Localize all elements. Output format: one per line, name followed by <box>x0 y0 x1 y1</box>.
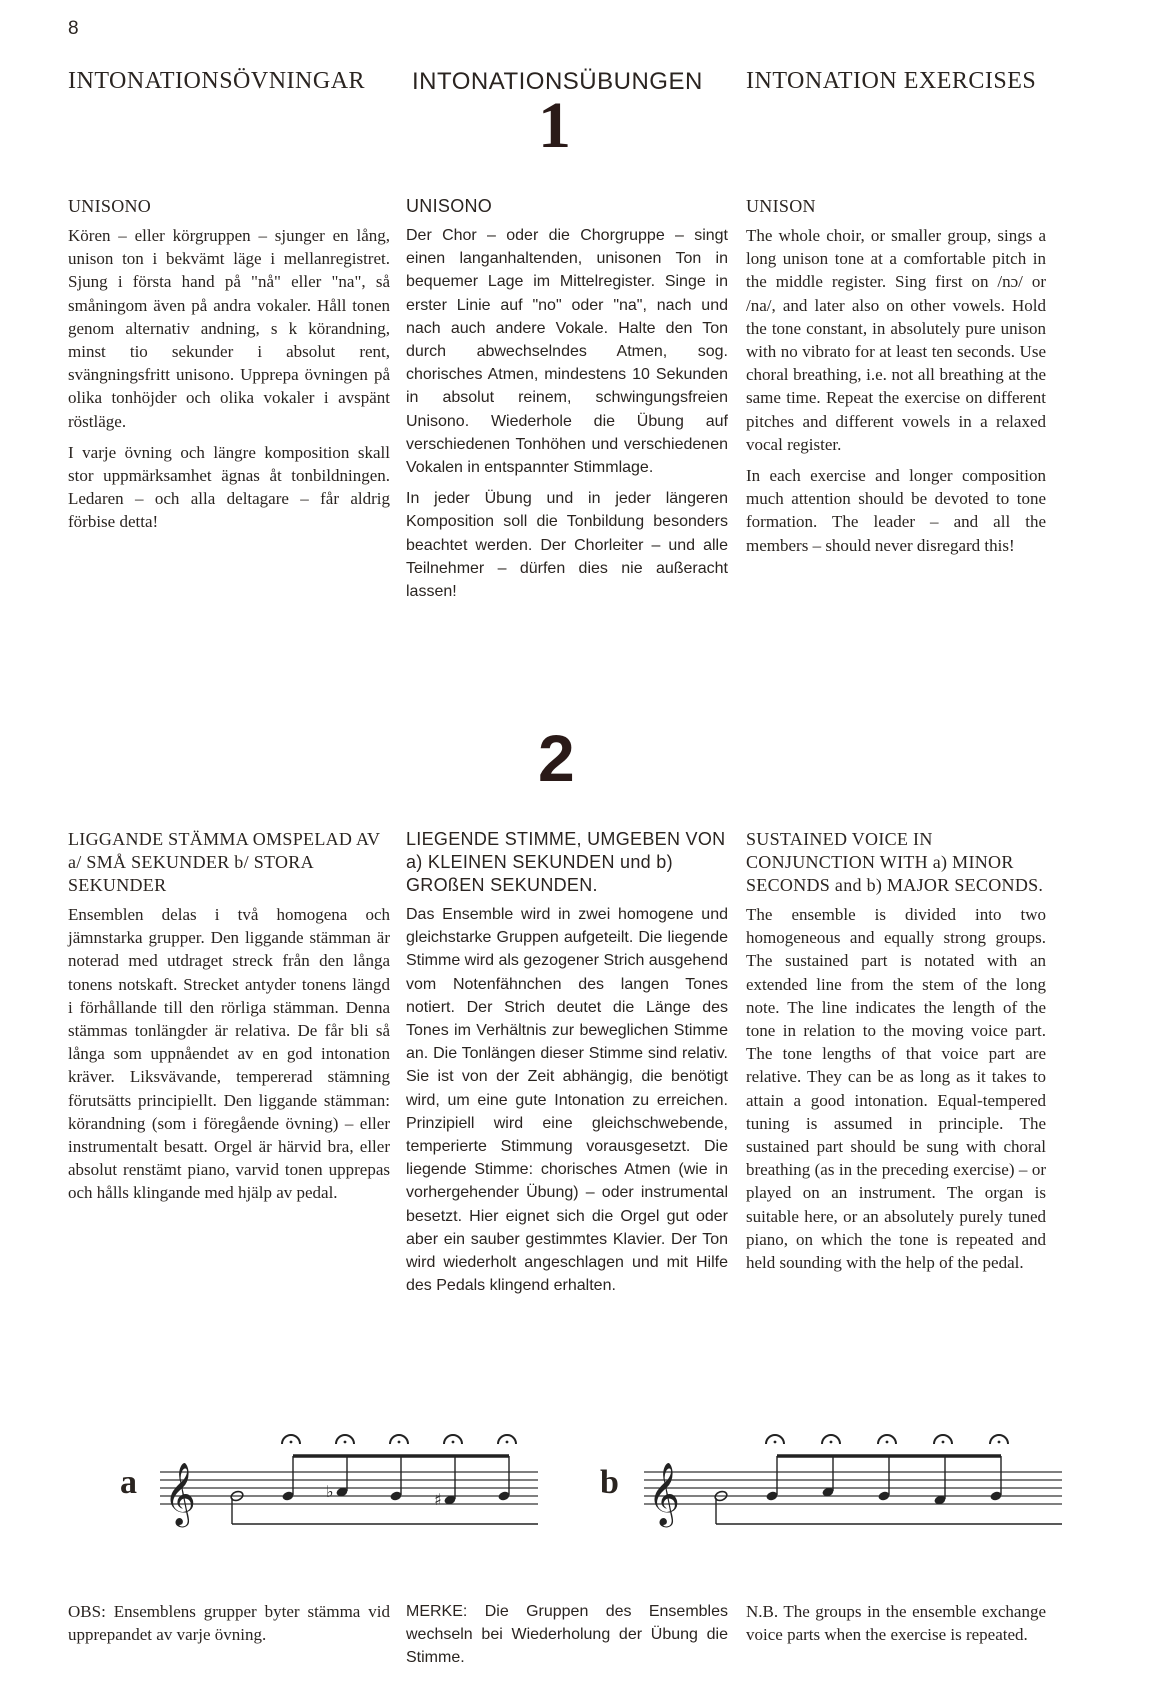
note-text: OBS: Ensemblens grupper byter stämma vid upprepandet av varje övning. <box>68 1602 390 1644</box>
staff-a <box>138 1430 538 1530</box>
section-heading: UNISONO <box>68 196 152 216</box>
fermata-dot <box>774 1441 777 1444</box>
fermata-dot <box>942 1441 945 1444</box>
section-number-1: 1 <box>538 89 571 162</box>
section-1-german <box>406 195 728 611</box>
section-number-2: 2 <box>538 721 575 795</box>
page-number: 8 <box>68 18 79 39</box>
paragraph: The ensemble is divided into two homogeneous and equally strong groups. The sustained part is notated with an extended line from the stem of the long note. The line indicates the length of the tone in relation to the moving voice part. The tone lengths of that voice part are relative. They can be as long as it takes to attain a good intonation. Equal-tempered tuning is assumed in principle. The sustained part should be sung with choral breathing (as in the preceding exercise) – or played on an instrument. The organ is suitable here, or an absolutely purely tuned piano, on which the tone is repeated and held sounding with the help of the pedal. <box>746 905 1046 1273</box>
section-2-swedish <box>68 828 390 1213</box>
section-2-german <box>406 828 728 1305</box>
example-label: a <box>120 1464 137 1501</box>
section-heading: UNISON <box>746 196 816 216</box>
paragraph: In each exercise and longer composition much attention should be devoted to tone formation. The leader – and all the members – should never disregard this! <box>746 466 1046 555</box>
section-heading: LIEGENDE STIMME, UMGEBEN VON a) KLEINEN SEKUNDEN und b) GROßEN SEKUNDEN. <box>406 829 726 895</box>
fermata-dot <box>886 1441 889 1444</box>
section-heading: SUSTAINED VOICE IN CONJUNCTION WITH a) MINOR SECONDS and b) MAJOR SECONDS. <box>746 829 1044 895</box>
section-2-english <box>746 828 1046 1282</box>
fermata-dot <box>290 1441 293 1444</box>
fermata-dot <box>452 1441 455 1444</box>
paragraph: In jeder Übung und in jeder längeren Komposition soll die Tonbildung besonders beachtet werden. Der Chorleiter – und alle Teilnehmer – dürfen dies nie außeracht lassen! <box>406 490 728 601</box>
sharp-icon: ♯ <box>434 1490 442 1509</box>
section-1-swedish <box>68 195 390 542</box>
fermata-dot <box>998 1441 1001 1444</box>
fermata-dot <box>830 1441 833 1444</box>
fermata-dot <box>506 1441 509 1444</box>
treble-clef-icon: 𝄞 <box>164 1462 196 1525</box>
paragraph: Kören – eller körgruppen – sjunger en lång, unison ton i bekvämt läge i mellanregistret. Sjung i första hand på "nå" eller "na", så småningom även på andra vokaler. Håll tonen genom alternativ andning, s k körandning, minst tio sekunder i absolut rent, svängningsfritt unisono. Upprepa övningen på olika tonhöjder och olika vokaler i avspänt röstläge. <box>68 226 390 431</box>
title-swedish: INTONATIONSÖVNINGAR <box>68 68 366 94</box>
title-english: INTONATION EXERCISES <box>746 68 1037 94</box>
note-text: N.B. The groups in the ensemble exchange voice parts when the exercise is repeated. <box>746 1602 1046 1644</box>
staff-b <box>622 1430 1062 1530</box>
paragraph: Ensemblen delas i två homogena och jämnstarka grupper. Den liggande stämman är noterad med utdraget streck från den långa tonens notskaft. Strecket antyder tonens längd i förhållande till den rörliga stämman. Denna stämmas tonlängder är relativa. De får bli så långa som uppnåendet av en god intonation kräver. Liksvävande, tempererad stämning förutsätts principiellt. Den liggande stämman: körandning (som i föregående övning) – eller instrumentalt besatt. Orgel är härvid bra, eller absolut renstämt piano, varvid tonen upprepas och hålls klingande med hjälp av pedal. <box>68 905 390 1203</box>
treble-clef-icon: 𝄞 <box>648 1462 680 1525</box>
section-heading: LIGGANDE STÄMMA OMSPELAD AV a/ SMÅ SEKUNDER b/ STORA SEKUNDER <box>68 829 380 895</box>
paragraph: The whole choir, or smaller group, sings a long unison tone at a comfortable pitch in the middle register. Sing first on /nɔ/ or /na/, and later also on other vowels. Hold the tone constant, in absolutely pure unison with no vibrato for at least ten seconds. Use choral breathing, i.e. not all breathing at the same time. Repeat the exercise on different pitches and different vowels in a relaxed vocal register. <box>746 226 1046 454</box>
note-english <box>746 1600 1046 1646</box>
flat-icon: ♭ <box>326 1482 334 1501</box>
note-swedish <box>68 1600 390 1646</box>
paragraph: I varje övning och längre komposition skall stor uppmärksamhet ägnas åt tonbildningen. Ledaren – och alla deltagare – får aldrig förbise detta! <box>68 442 390 532</box>
example-label: b <box>600 1464 619 1501</box>
fermata-dot <box>344 1441 347 1444</box>
note-text: MERKE: Die Gruppen des Ensembles wechseln bei Wiederholung der Übung die Stimme. <box>406 1603 728 1666</box>
paragraph: Der Chor – oder die Chorgruppe – singt einen langanhaltenden, unisonen Ton in bequemer Lage im Mittelregister. Singe in erster Linie auf "no" oder "na", nach und nach auch andere Vokale. Halte den Ton durch abwechselndes Atmen, sog. chorisches Atmen, mindestens 10 Sekunden in absolut reinem, schwingungsfreien Unisono. Wiederhole die Übung auf verschiedenen Tonhöhen und verschiedenen Vokalen in entspannter Stimmlage. <box>406 227 728 477</box>
section-heading: UNISONO <box>406 196 493 216</box>
paragraph: Das Ensemble wird in zwei homogene und gleichstarke Gruppen aufgeteilt. Die liegende Stimme wird als gezogener Strich ausgehend vom Notenfähnchen des langen Tones notiert. Der Strich deutet die Länge des Tones im Verhältnis zur beweglichen Stimme an. Die Tonlängen dieser Stimme sind relativ. Sie ist von der Zeit abhängig, die benötigt wird, um eine gute Intonation zu erreichen. Prinzipiell wird eine gleichschwebende, temperierte Stimmung vorausgesetzt. Die liegende Stimme: chorisches Atmen (wie in vorhergehender Übung) – oder instrumental besetzt. Hier eignet sich die Orgel gut oder aber ein sauber gestimmtes Klavier. Der Ton wird wiederholt angeschlagen und mit Hilfe des Pedals klingend erhalten. <box>406 906 728 1295</box>
fermata-dot <box>398 1441 401 1444</box>
title-german: INTONATIONSÜBUNGEN <box>412 68 703 95</box>
note-german <box>406 1600 728 1669</box>
section-1-english <box>746 195 1046 565</box>
